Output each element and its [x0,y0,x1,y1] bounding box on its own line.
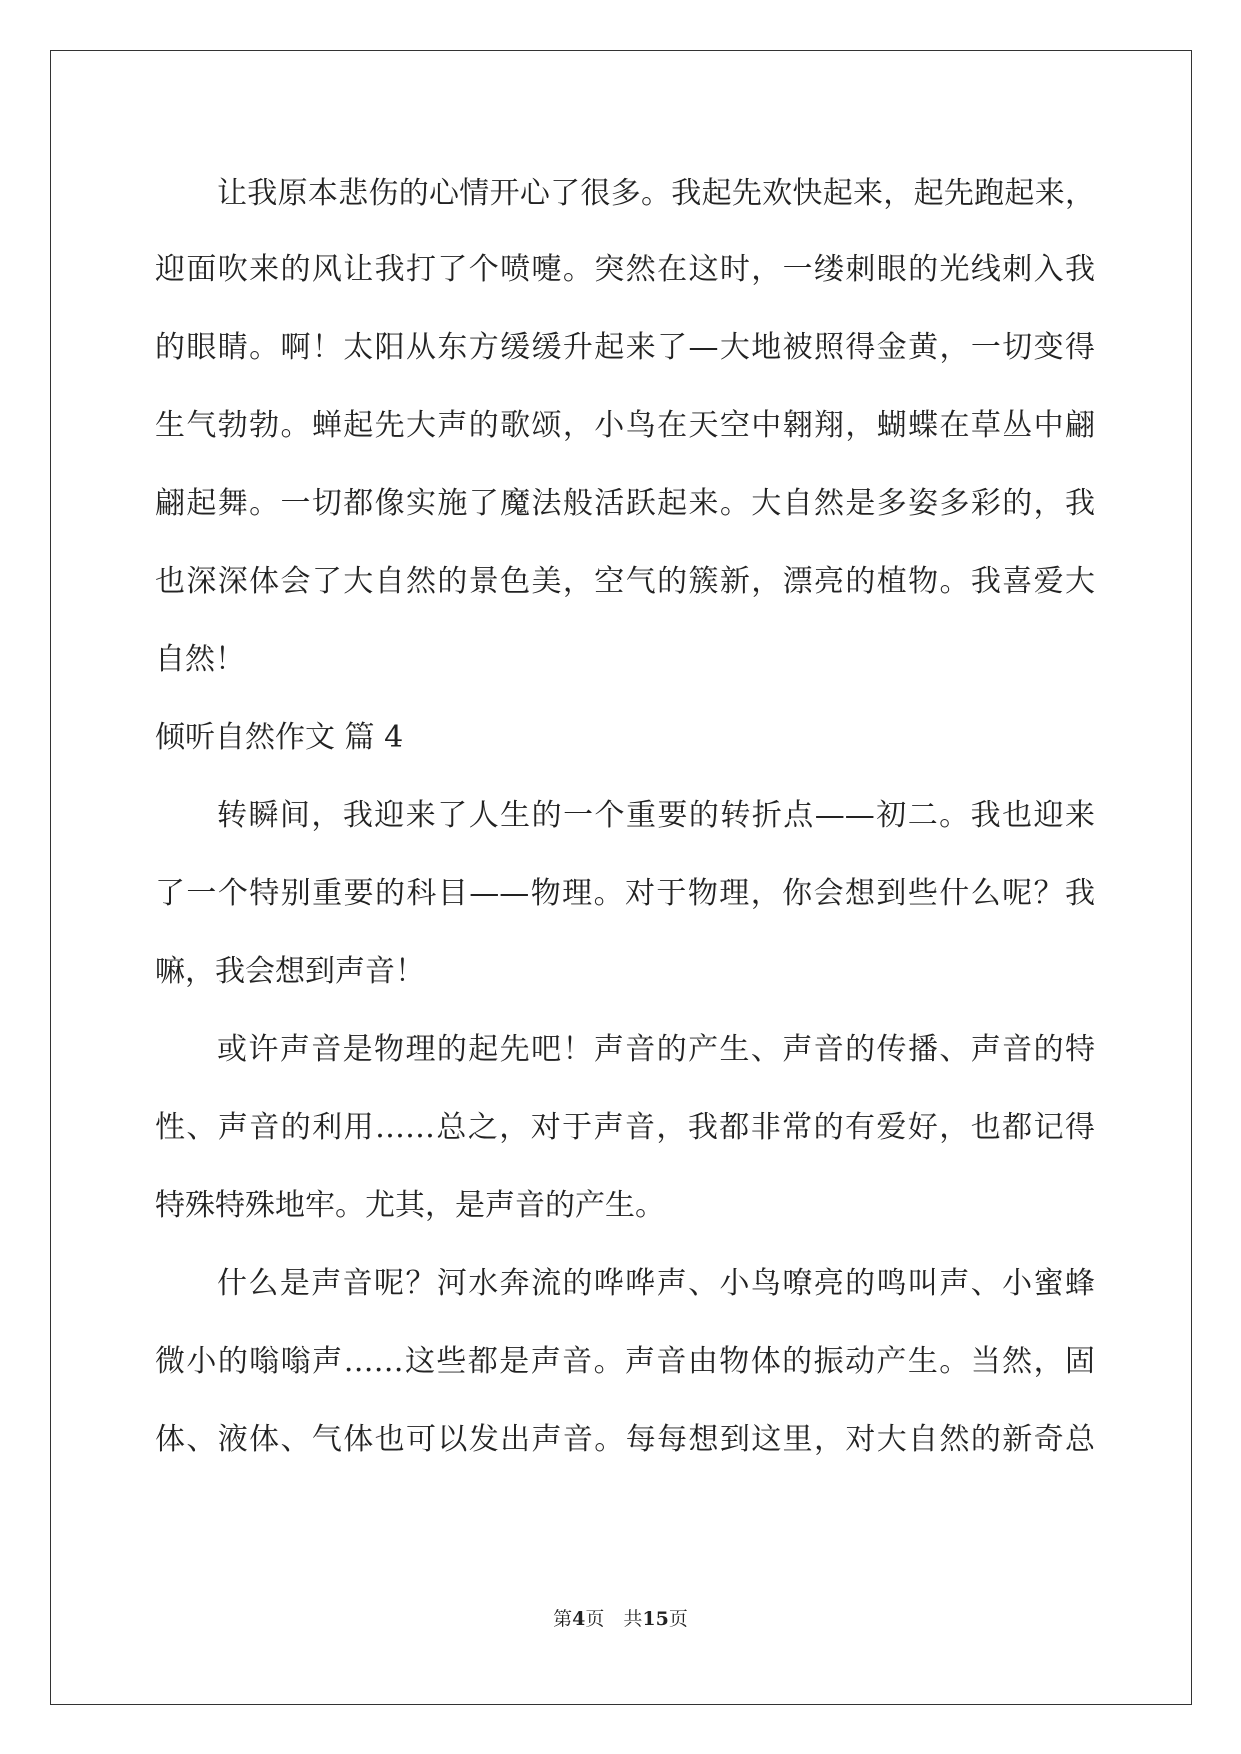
paragraph-line: 的眼睛。啊！太阳从东方缓缓升起来了—大地被照得金黄，一切变得 [155,330,1095,365]
page-number: 4 [572,1608,586,1630]
paragraph-line: 让我原本悲伤的心情开心了很多。我起先欢快起来，起先跑起来， [217,176,1095,211]
paragraph-line: 性、声音的利用……总之，对于声音，我都非常的有爱好，也都记得 [155,1110,1095,1145]
section-heading: 倾听自然作文 篇 4 [155,720,404,755]
paragraph-line: 迎面吹来的风让我打了个喷嚏。突然在这时，一缕刺眼的光线刺入我 [155,252,1095,287]
paragraph-line: 也深深体会了大自然的景色美，空气的簇新，漂亮的植物。我喜爱大 [155,564,1095,599]
footer-suffix: 页 [668,1608,688,1630]
paragraph-line: 微小的嗡嗡声……这些都是声音。声音由物体的振动产生。当然，固 [155,1344,1095,1379]
paragraph-line: 嘛，我会想到声音！ [155,954,425,989]
total-pages: 15 [642,1608,669,1630]
paragraph-line: 生气勃勃。蝉起先大声的歌颂，小鸟在天空中翱翔，蝴蝶在草丛中翩 [155,408,1095,443]
paragraph-line: 翩起舞。一切都像实施了魔法般活跃起来。大自然是多姿多彩的，我 [155,486,1095,521]
paragraph-line: 特殊特殊地牢。尤其，是声音的产生。 [155,1188,665,1223]
page-footer [0,1604,1241,1631]
paragraph-line: 体、液体、气体也可以发出声音。每每想到这里，对大自然的新奇总 [155,1422,1095,1457]
paragraph-line: 或许声音是物理的起先吧！声音的产生、声音的传播、声音的特 [217,1032,1095,1067]
paragraph-line: 自然！ [155,642,245,677]
paragraph-line: 了一个特别重要的科目——物理。对于物理，你会想到些什么呢？我 [155,876,1095,911]
footer-mid: 页 共 [585,1608,643,1630]
footer-prefix: 第 [553,1608,573,1630]
paragraph-line: 转瞬间，我迎来了人生的一个重要的转折点——初二。我也迎来 [217,798,1095,833]
paragraph-line: 什么是声音呢？河水奔流的哗哗声、小鸟嘹亮的鸣叫声、小蜜蜂 [217,1266,1095,1301]
